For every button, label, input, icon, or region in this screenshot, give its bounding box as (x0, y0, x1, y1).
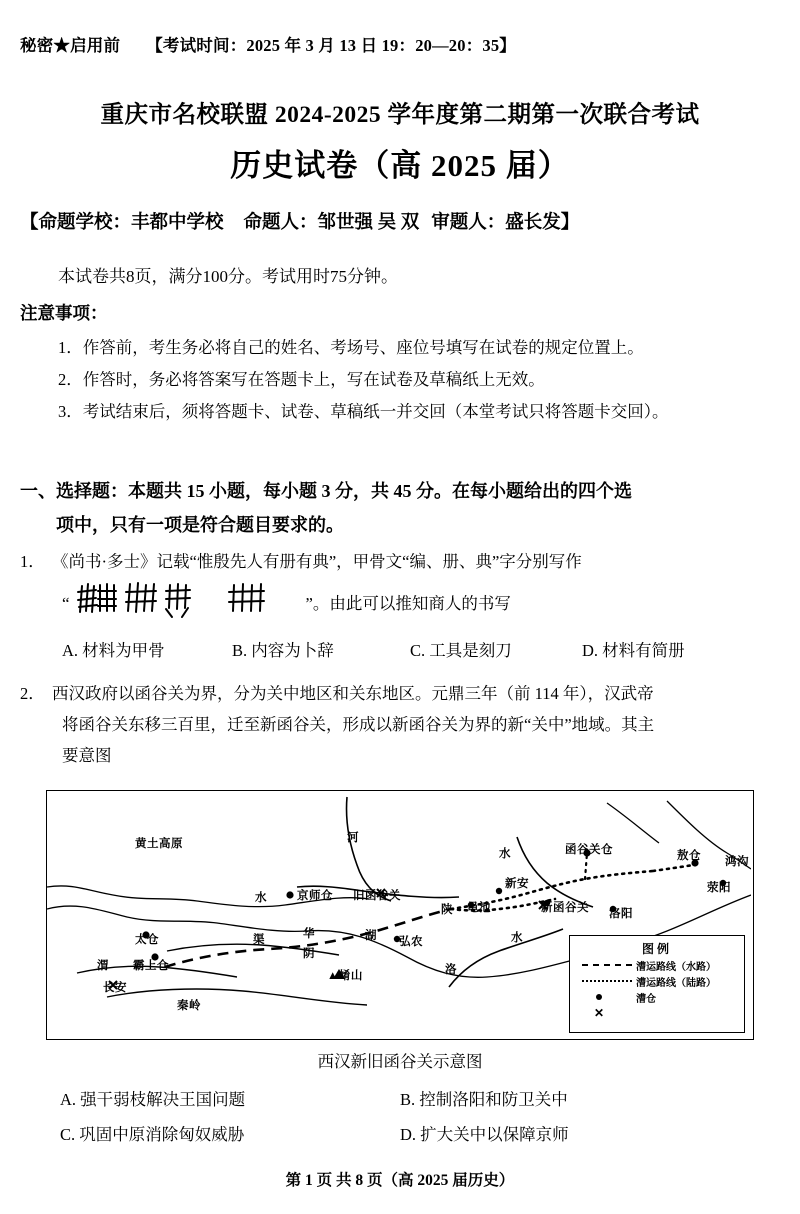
page-footer: 第 1 页 共 8 页（高 2025 届历史） (285, 1172, 515, 1189)
map-caption: 西汉新旧函谷关示意图 (317, 1052, 483, 1071)
map-label: 霸上仓 (133, 960, 169, 972)
map-label: 黄土高原 (135, 838, 183, 850)
map-label: 旧函谷关 (353, 890, 401, 902)
map-label: 京师仓 (297, 890, 333, 902)
oracle-bone-glyphs-row (62, 581, 784, 625)
legend-row-granary (582, 989, 744, 1005)
map-label: 渭 (97, 960, 109, 972)
question-2-option-c[interactable]: C. 巩固中原消除匈奴威胁 (60, 1125, 245, 1144)
oracle-bone-script-icon (74, 578, 304, 628)
map-label: 水 (499, 848, 511, 860)
map-label: 渠 (253, 934, 265, 946)
question-2-number: 2． (20, 684, 45, 703)
notice-item: 3．考试结束后，须将答题卡、试卷、草稿纸一并交回（本堂考试只将答题卡交回）。 (58, 402, 669, 421)
section-heading (20, 474, 784, 542)
legend-title: 图例 (641, 942, 672, 956)
question-1-option-c[interactable]: C. 工具是刻刀 (410, 641, 512, 660)
cross-marker-icon: ✕ (594, 1006, 605, 1020)
legend-label: 漕运路线（陆路） (636, 977, 716, 989)
question-1-stem: 《尚书·多士》记载“惟殷先人有册有典”，甲骨文“编、册、典”字分别写作 (52, 552, 582, 571)
map-label: 太仓 (135, 934, 159, 946)
map-label: 敖仓 (677, 850, 701, 862)
secret-label: 秘密★启用前 (20, 36, 121, 55)
question-1 (20, 546, 784, 666)
question-2-option-d[interactable]: D. 扩大关中以保障京师 (400, 1125, 569, 1144)
map-label: 阴 (303, 948, 315, 960)
map-label: 长安 (103, 982, 127, 994)
map-label: 鸿沟 (725, 856, 749, 868)
question-1-number: 1． (20, 552, 45, 571)
map-label: ▲崤山 (327, 970, 363, 982)
exam-time-label: 【考试时间：2025 年 3 月 13 日 19：20—20：35】 (146, 36, 517, 55)
dashed-line-icon (582, 964, 636, 966)
map-label: 黾池 (467, 902, 491, 914)
question-1-options (62, 635, 784, 666)
notice-item: 1．作答前，考生务必将自己的姓名、考场号、座位号填写在试卷的规定位置上。 (58, 338, 644, 357)
dot-marker-icon (582, 994, 636, 1000)
map-label: 河 (347, 832, 359, 844)
section-heading-line2: 项中，只有一项是符合题目要求的。 (56, 515, 344, 535)
question-2-stem-line2: 将函谷关东移三百里，迁至新函谷关，形成以新函谷关为界的新“关中”地域。其主 (62, 715, 655, 734)
question-1-option-d[interactable]: D. 材料有简册 (582, 641, 685, 660)
map-label: 函谷关仓 (565, 844, 613, 856)
page-subtitle: 历史试卷（高 2025 届） (230, 148, 570, 183)
map-legend (569, 935, 745, 1033)
question-2-option-a[interactable]: A. 强干弱枝解决王国问题 (60, 1090, 246, 1109)
question-1-stem-tail: ”。由此可以推知商人的书写 (305, 593, 511, 613)
legend-row-pass (582, 1005, 744, 1021)
map-label: 秦岭 (177, 1000, 201, 1012)
question-2-option-b[interactable]: B. 控制洛阳和防卫关中 (400, 1090, 568, 1109)
question-2-options (60, 1082, 780, 1152)
question-reviewer: 审题人：盛长发】 (431, 213, 580, 233)
map-label: 陕 (441, 904, 453, 916)
dotted-line-icon (582, 980, 636, 982)
legend-row-water-route (582, 957, 744, 973)
notice-title: 注意事项： (20, 303, 108, 323)
legend-row-land-route (582, 973, 744, 989)
page-title: 重庆市名校联盟 2024-2025 学年度第二期第一次联合考试 (100, 102, 700, 128)
map-label: 水 (511, 932, 523, 944)
section-heading-line1: 一、选择题：本题共 15 小题，每小题 3 分，共 45 分。在每小题给出的四个选 (20, 481, 632, 501)
map-label: 新安 (505, 878, 529, 890)
question-1-option-b[interactable]: B. 内容为卜辞 (232, 641, 334, 660)
exam-info: 本试卷共8页，满分100分。考试用时75分钟。 (58, 267, 398, 286)
legend-label: 漕运路线（水路） (636, 961, 716, 973)
question-2 (20, 678, 784, 771)
map-label: 华 (303, 928, 315, 940)
map-label: 水 (255, 892, 267, 904)
map-label: 洛阳 (609, 908, 633, 920)
legend-label: 漕仓 (636, 993, 656, 1005)
map-label: 洛 (445, 964, 457, 976)
setting-school: 【命题学校：丰都中学校 (20, 213, 224, 233)
question-setter: 命题人：邹世强 吴 双 (243, 213, 420, 233)
quote-open: “ (62, 593, 70, 613)
map-figure (46, 790, 754, 1040)
notice-list (20, 332, 782, 428)
question-1-option-a[interactable]: A. 材料为甲骨 (62, 641, 165, 660)
map-label: 湖 (365, 930, 377, 942)
map-label: 弘农 (399, 936, 423, 948)
map-label: 新函谷关 (541, 902, 589, 914)
map-label: 荥阳 (707, 882, 731, 894)
page-header (20, 32, 780, 56)
question-2-stem-line1: 西汉政府以函谷关为界，分为关中地区和关东地区。元鼎三年（前 114 年），汉武帝 (52, 684, 654, 703)
authors-line (20, 208, 780, 234)
question-2-stem-line3: 要意图 (62, 746, 112, 765)
notice-item: 2．作答时，务必将答案写在答题卡上，写在试卷及草稿纸上无效。 (58, 370, 545, 389)
